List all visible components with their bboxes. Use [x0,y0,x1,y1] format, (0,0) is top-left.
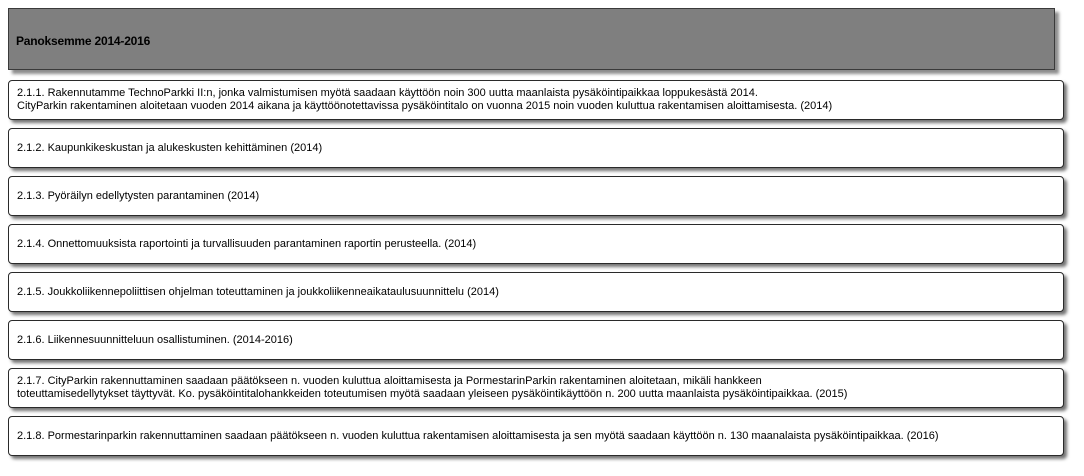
item-text-line: 2.1.5. Joukkoliikennepoliittisen ohjelman toteuttaminen ja joukkoliikenneaikataulusuunnittelu (2014) [17,285,499,298]
item-text-line: 2.1.4. Onnettomuuksista raportointi ja turvallisuuden parantaminen raportin perusteella. (2014) [17,237,477,250]
item-text-line: 2.1.7. CityParkin rakennuttaminen saadaan päätökseen n. vuoden kuluttua aloittamisesta ja PormestarinParkin rakentaminen aloitetaan, mikäli hankkeen [17,375,762,387]
list-item-2-1-7 [8,368,1064,408]
item-text-line: 2.1.2. Kaupunkikeskustan ja alukeskusten kehittäminen (2014) [17,141,323,154]
list-item-2-1-4 [8,224,1064,264]
list-item-2-1-6 [8,320,1064,360]
item-text-line: 2.1.1. Rakennutamme TechnoParkki II:n, jonka valmistumisen myötä saadaan käyttöön noin 300 uutta maanlaista pysäköintipaikkaa loppukesästä 2014. [17,87,758,99]
item-text-line: toteuttamisedellytykset täyttyvät. Ko. pysäköintitalohankkeiden toteutumisen myötä saadaan yleiseen pysäköintikäyttöön n. 200 uutta maanlaista pysäköintipaikkaa. (2015) [17,388,848,400]
list-item-2-1-1 [8,80,1064,120]
item-text-line: 2.1.6. Liikennesuunnitteluun osallistuminen. (2014-2016) [17,333,293,346]
section-header [8,8,1055,70]
item-text-line: 2.1.3. Pyöräilyn edellytysten parantaminen (2014) [17,189,260,202]
list-item-2-1-5 [8,272,1064,312]
list-item-2-1-3 [8,176,1064,216]
item-text-line: 2.1.8. Pormestarinparkin rakennuttaminen saadaan päätökseen n. vuoden kuluttua rakentamisen aloittamisesta ja sen myötä saadaan käyttöön n. 130 maanalaista pysäköintipaikkaa. (2016) [17,429,939,442]
list-item-2-1-2 [8,128,1064,168]
section-title: Panoksemme 2014-2016 [16,34,151,48]
item-text-line: CityParkin rakentaminen aloitetaan vuoden 2014 aikana ja käyttöönotettavissa pysäköintitalo on vuonna 2015 noin vuoden kuluttua rakentamisen aloittamisesta. (2014) [17,100,833,112]
list-item-2-1-8 [8,416,1064,456]
